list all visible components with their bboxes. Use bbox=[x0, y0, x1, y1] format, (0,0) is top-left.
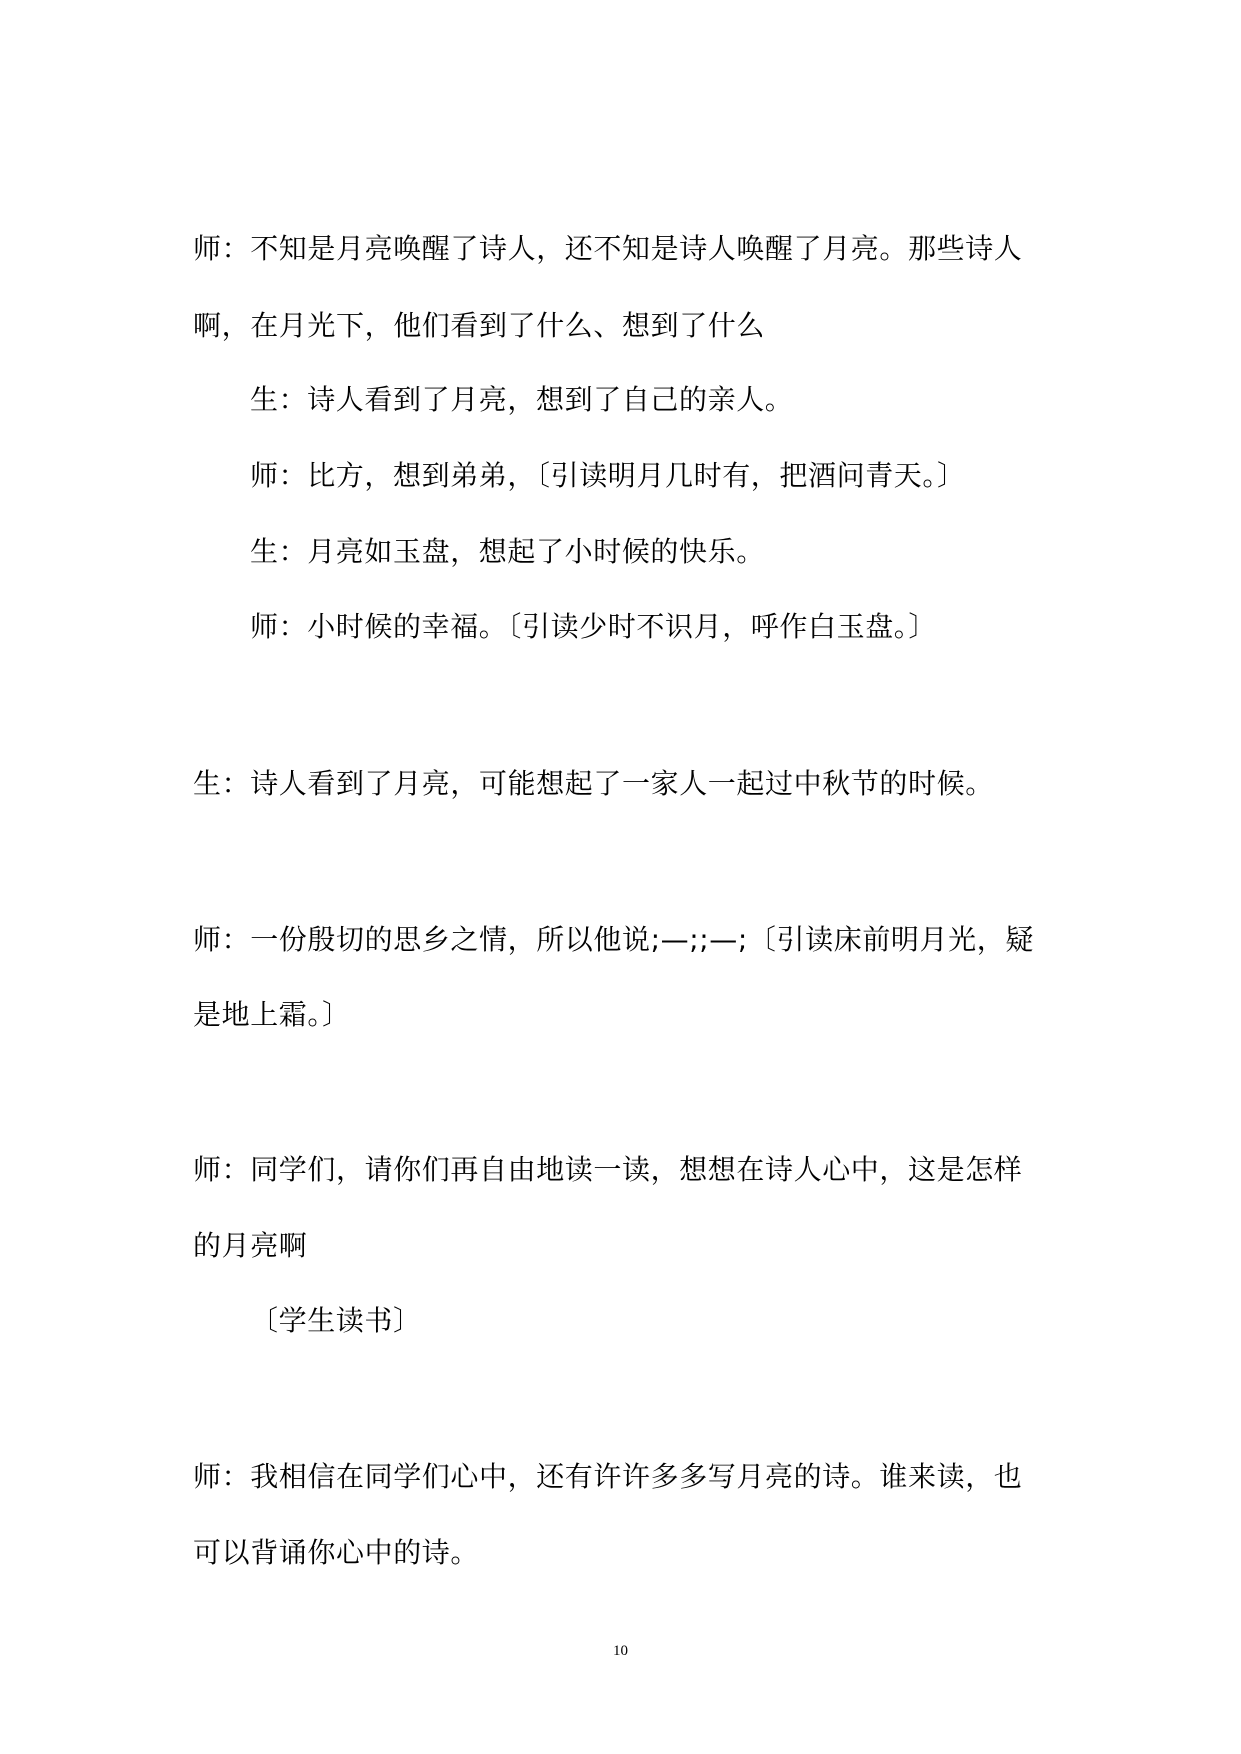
paragraph-line: 师：一份殷切的思乡之情，所以他说;—;;—;〔引读床前明月光，疑 bbox=[193, 923, 1034, 956]
paragraph-line: 〔学生读书〕 bbox=[250, 1304, 422, 1337]
paragraph-line: 师：我相信在同学们心中，还有许许多多写月亮的诗。谁来读，也 bbox=[193, 1460, 1023, 1493]
paragraph-line: 生：月亮如玉盘，想起了小时候的快乐。 bbox=[250, 535, 765, 568]
paragraph-line: 是地上霜。〕 bbox=[193, 998, 351, 1031]
paragraph-line: 可以背诵你心中的诗。 bbox=[193, 1536, 480, 1569]
paragraph-line: 师：同学们，请你们再自由地读一读，想想在诗人心中，这是怎样 bbox=[193, 1153, 1023, 1186]
paragraph-line: 师：不知是月亮唤醒了诗人，还不知是诗人唤醒了月亮。那些诗人 bbox=[193, 232, 1023, 265]
paragraph-line: 师：小时候的幸福。〔引读少时不识月，呼作白玉盘。〕 bbox=[250, 610, 938, 643]
paragraph-line: 啊，在月光下，他们看到了什么、想到了什么 bbox=[193, 309, 766, 342]
paragraph-line: 生：诗人看到了月亮，可能想起了一家人一起过中秋节的时候。 bbox=[193, 767, 994, 800]
paragraph-line: 生：诗人看到了月亮，想到了自己的亲人。 bbox=[250, 383, 794, 416]
paragraph-line: 的月亮啊 bbox=[193, 1229, 308, 1262]
page-number: 10 bbox=[613, 1643, 628, 1659]
paragraph-line: 师：比方，想到弟弟，〔引读明月几时有，把酒问青天。〕 bbox=[250, 459, 966, 492]
